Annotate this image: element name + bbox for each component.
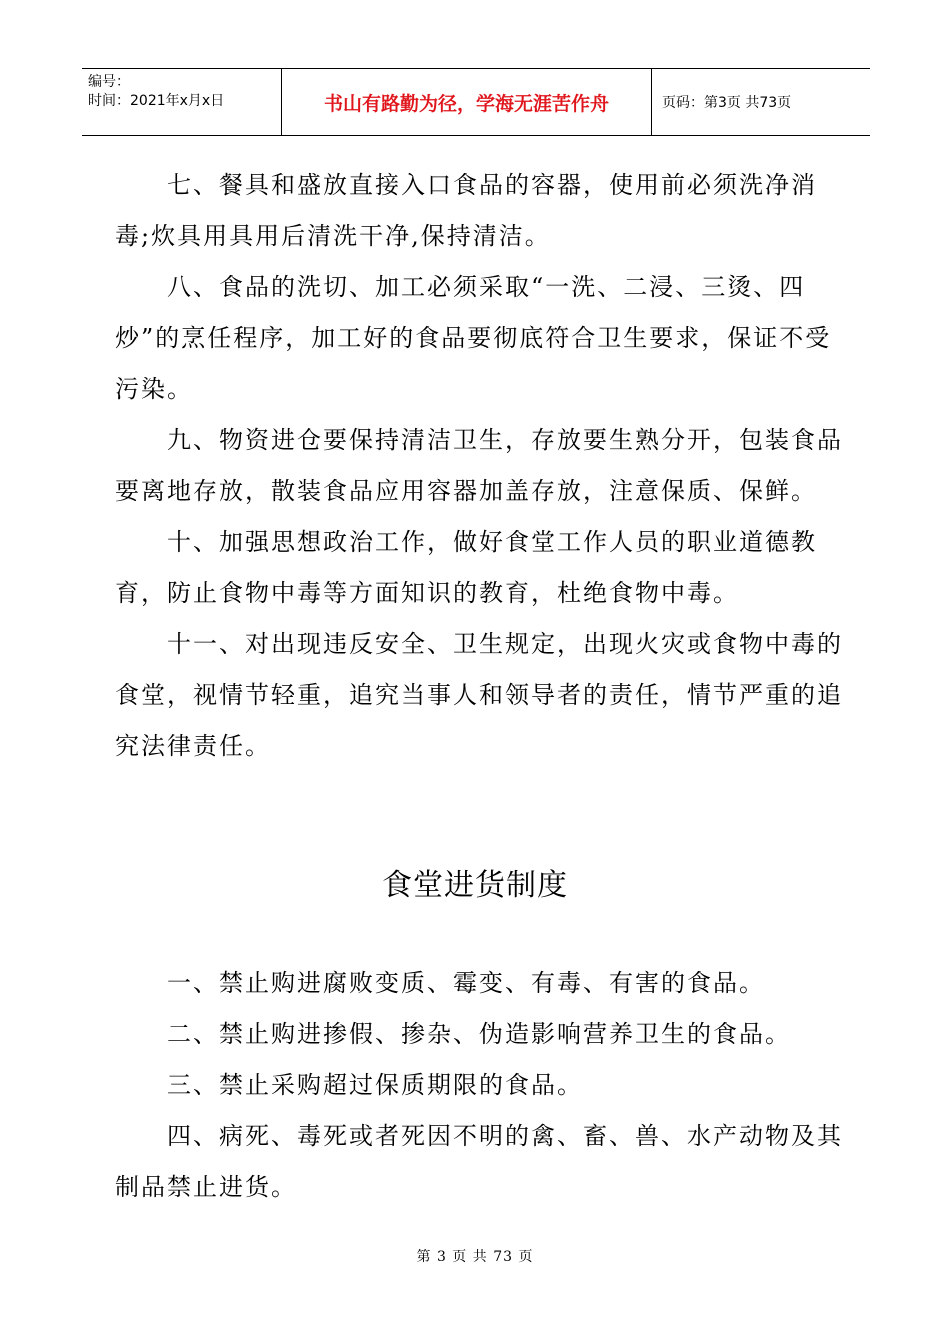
paragraph: 七、餐具和盛放直接入口食品的容器，使用前必须洗净消毒;炊具用具用后清洗干净,保持清洁。 xyxy=(115,171,817,250)
paragraph: 十、加强思想政治工作，做好食堂工作人员的职业道德教育，防止食物中毒等方面知识的教育，杜绝食物中毒。 xyxy=(115,528,817,607)
page-footer: 第 3 页 共 73 页 xyxy=(416,1249,534,1265)
paragraph: 九、物资进仓要保持清洁卫生，存放要生熟分开，包装食品要离地存放，散装食品应用容器加盖存放，注意保质、保鲜。 xyxy=(115,426,843,505)
page-header xyxy=(82,68,870,136)
paragraph: 一、禁止购进腐败变质、霉变、有毒、有害的食品。 xyxy=(167,969,765,997)
paragraph: 二、禁止购进掺假、掺杂、伪造影响营养卫生的食品。 xyxy=(167,1020,791,1048)
serial-label: 编号： xyxy=(88,74,130,90)
time-label: 时间：2021年x月x日 xyxy=(88,93,225,109)
section-1-body xyxy=(115,160,850,772)
paragraph: 三、禁止采购超过保质期限的食品。 xyxy=(167,1071,583,1099)
paragraph: 四、病死、毒死或者死因不明的禽、畜、兽、水产动物及其制品禁止进货。 xyxy=(115,1122,843,1201)
paragraph: 十一、对出现违反安全、卫生规定，出现火灾或食物中毒的食堂，视情节轻重，追究当事人和领导者的责任，情节严重的追究法律责任。 xyxy=(115,630,843,760)
header-motto: 书山有路勤为径，学海无涯苦作舟 xyxy=(282,69,652,135)
header-page-info: 页码：第3页 共73页 xyxy=(662,95,792,111)
section-title: 食堂进货制度 xyxy=(382,868,568,903)
paragraph: 八、食品的洗切、加工必须采取“一洗、二浸、三烫、四炒”的烹任程序，加工好的食品要彻底符合卫生要求，保证不受污染。 xyxy=(115,273,832,403)
section-2-body xyxy=(115,958,850,1213)
header-meta xyxy=(82,69,282,135)
